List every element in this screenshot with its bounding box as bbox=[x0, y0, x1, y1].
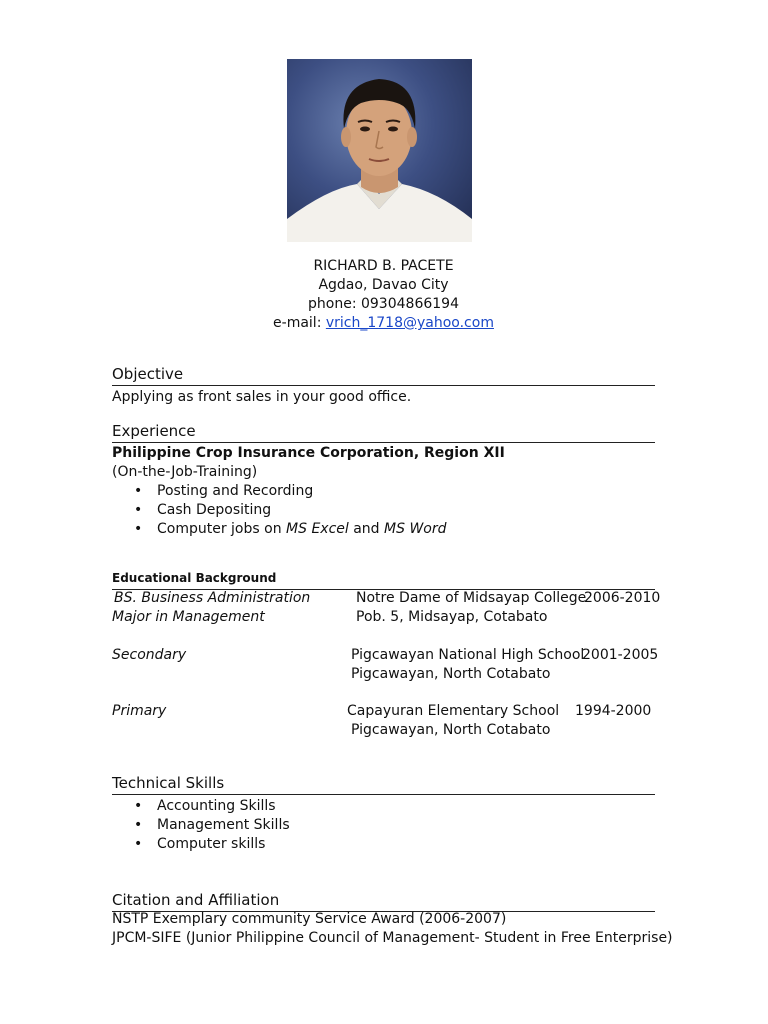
ms-word-text: MS Word bbox=[384, 521, 447, 537]
primary-level: Primary bbox=[112, 703, 167, 719]
duty-prefix: Computer jobs on bbox=[157, 521, 287, 537]
email-label: e-mail: bbox=[273, 315, 326, 331]
citation-item: NSTP Exemplary community Service Award (2006-2007) bbox=[112, 911, 507, 927]
college-location: Pob. 5, Midsayap, Cotabato bbox=[356, 609, 548, 625]
objective-heading: Objective bbox=[112, 364, 655, 386]
education-heading: Educational Background bbox=[112, 568, 655, 590]
college-degree: BS. Business Administration bbox=[114, 590, 311, 606]
college-years: 2006-2010 bbox=[584, 590, 661, 606]
list-item: • Accounting Skills bbox=[112, 797, 290, 816]
portrait-image bbox=[287, 59, 472, 242]
experience-role: (On-the-Job-Training) bbox=[112, 464, 258, 480]
primary-years: 1994-2000 bbox=[575, 703, 652, 719]
duty-and: and bbox=[348, 521, 385, 537]
secondary-level: Secondary bbox=[112, 647, 187, 663]
college-school: Notre Dame of Midsayap College bbox=[356, 590, 587, 606]
ms-excel-text: MS Excel bbox=[286, 521, 349, 537]
skills-list bbox=[112, 797, 290, 854]
secondary-years: 2001-2005 bbox=[582, 647, 659, 663]
applicant-email-line bbox=[112, 314, 655, 333]
primary-school: Capayuran Elementary School bbox=[347, 703, 560, 719]
skills-heading: Technical Skills bbox=[112, 773, 655, 795]
profile-photo bbox=[287, 59, 472, 242]
citations-heading: Citation and Affiliation bbox=[112, 890, 655, 912]
list-item: • Management Skills bbox=[112, 816, 290, 835]
list-item: • Cash Depositing bbox=[112, 501, 447, 520]
email-link[interactable]: vrich_1718@yahoo.com bbox=[325, 315, 494, 331]
applicant-name: RICHARD B. PACETE bbox=[313, 258, 454, 274]
secondary-school: Pigcawayan National High School bbox=[351, 647, 585, 663]
citation-item: JPCM-SIFE (Junior Philippine Council of Management- Student in Free Enterprise) bbox=[112, 930, 673, 946]
experience-heading: Experience bbox=[112, 421, 655, 443]
primary-location: Pigcawayan, North Cotabato bbox=[351, 722, 551, 738]
list-item: • Computer skills bbox=[112, 835, 290, 854]
applicant-address: Agdao, Davao City bbox=[318, 277, 449, 293]
experience-duties bbox=[112, 482, 447, 539]
objective-text: Applying as front sales in your good office. bbox=[112, 389, 412, 405]
secondary-location: Pigcawayan, North Cotabato bbox=[351, 666, 551, 682]
applicant-phone: phone: 09304866194 bbox=[308, 296, 459, 312]
experience-company: Philippine Crop Insurance Corporation, Region XII bbox=[112, 445, 505, 461]
list-item: • Posting and Recording bbox=[112, 482, 447, 501]
list-item bbox=[112, 520, 447, 539]
college-major: Major in Management bbox=[112, 609, 265, 625]
